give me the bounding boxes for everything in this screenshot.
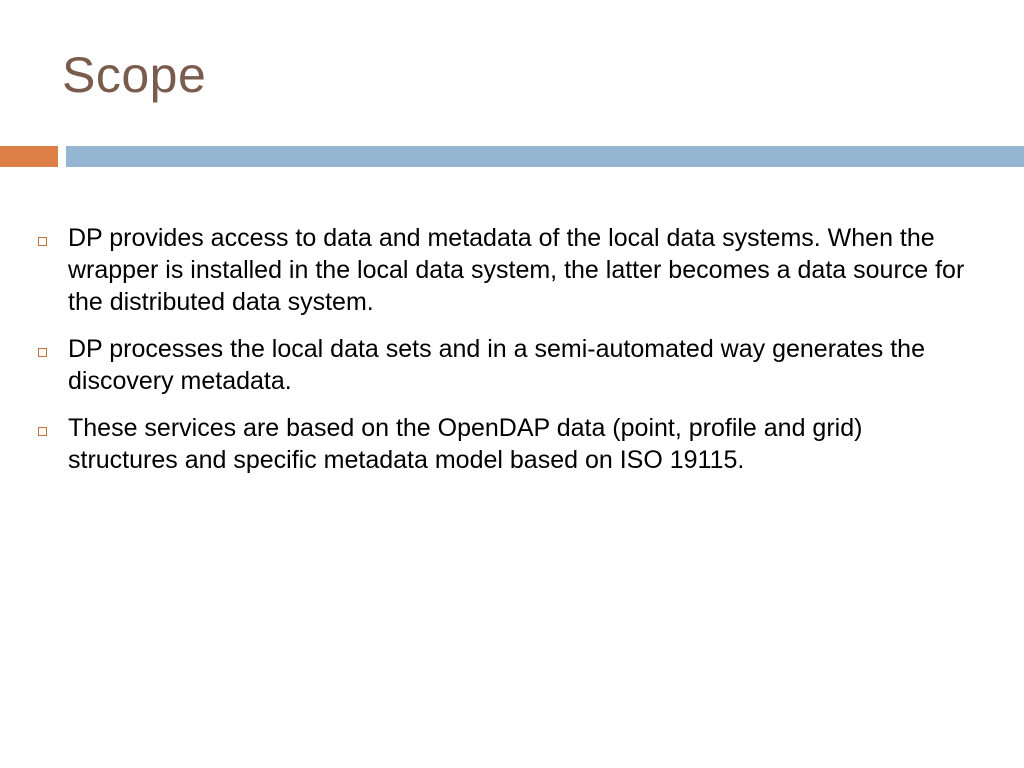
list-item	[38, 333, 968, 397]
accent-bar-orange	[0, 146, 58, 167]
slide-title: Scope	[62, 47, 207, 103]
bullet-list	[38, 222, 968, 491]
list-item	[38, 222, 968, 318]
hollow-square-bullet-icon	[38, 348, 47, 357]
hollow-square-bullet-icon	[38, 427, 47, 436]
bullet-text: DP provides access to data and metadata of the local data systems. When the wrapper is installed in the local data system, the latter becomes a data source for the distributed data system.	[68, 224, 965, 316]
bullet-text: DP processes the local data sets and in a semi-automated way generates the discovery metadata.	[68, 335, 925, 395]
hollow-square-bullet-icon	[38, 237, 47, 246]
accent-bar-blue	[66, 146, 1024, 167]
bullet-text: These services are based on the OpenDAP data (point, profile and grid) structures and specific metadata model based on ISO 19115.	[68, 414, 863, 474]
list-item	[38, 412, 968, 476]
